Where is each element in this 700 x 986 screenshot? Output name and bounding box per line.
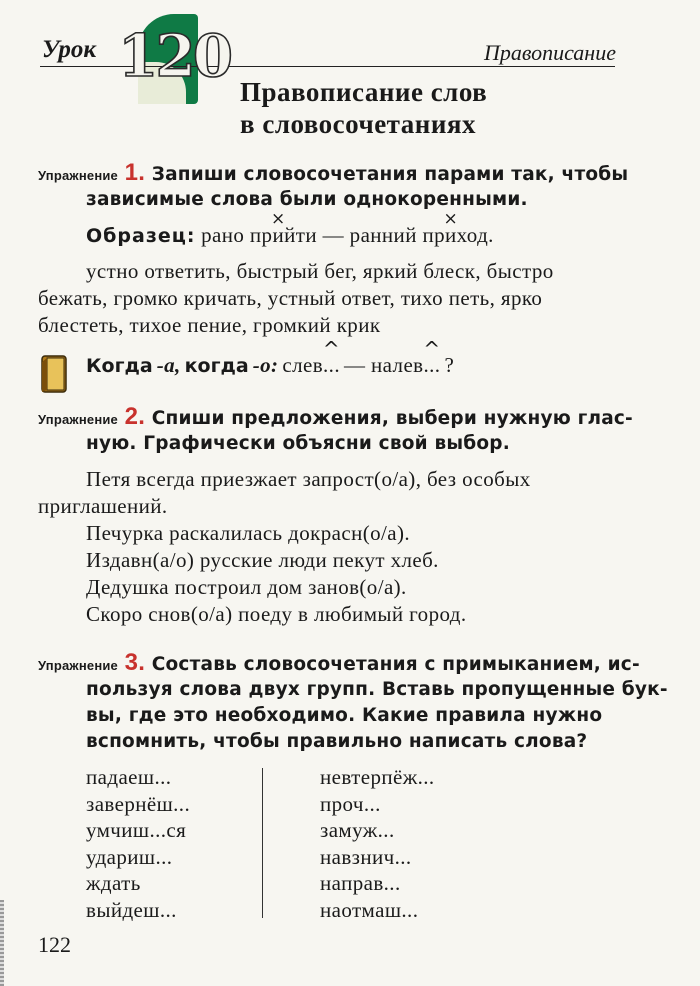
page-edge-strip bbox=[0, 900, 4, 986]
lesson-number: 120 bbox=[118, 22, 231, 90]
list-item: падаеш... bbox=[86, 765, 172, 789]
sample-stress-letter: × и bbox=[445, 223, 457, 247]
exercise-1-task-line-1: Запиши словосочетания парами так, чтобы bbox=[151, 164, 629, 185]
sample-part: ход. bbox=[456, 223, 494, 247]
exercise-label: Упражнение bbox=[38, 658, 118, 673]
list-item: невтерпёж... bbox=[320, 765, 435, 789]
exercise-2-line: Издавн(а/о) русские люди пекут хлеб. bbox=[86, 548, 439, 572]
exercise-number: 1. bbox=[124, 159, 146, 186]
exercise-1-text-line-2: бежать, громко кричать, устный ответ, тихо петь, ярко bbox=[38, 286, 543, 310]
rule-word: Когда bbox=[86, 355, 153, 377]
rule-blank: ^ ... bbox=[423, 352, 440, 379]
exercise-2-task-line-1: Спиши предложения, выбери нужную глас- bbox=[151, 408, 633, 429]
rule-line bbox=[86, 352, 454, 379]
exercise-2-line: Скоро снов(о/а) поеду в любимый город. bbox=[86, 602, 467, 626]
list-item: выйдеш... bbox=[86, 897, 177, 922]
list-item: завернёш... bbox=[86, 791, 191, 816]
word-group-right bbox=[320, 764, 435, 923]
exercise-2-line: Печурка раскалилась докрасн(о/а). bbox=[86, 521, 411, 545]
title-line-2: в словосочетаниях bbox=[240, 109, 476, 139]
list-item: удариш... bbox=[86, 844, 173, 869]
exercise-1-text-line-3: блестеть, тихое пение, громкий крик bbox=[38, 313, 381, 337]
lesson-word: Урок bbox=[42, 36, 97, 63]
exercise-2-line: приглашений. bbox=[38, 494, 168, 518]
exercise-3-task-line-4: вспомнить, чтобы правильно написать слова? bbox=[86, 731, 588, 752]
exercise-1-task bbox=[38, 160, 688, 188]
rule-word: когда bbox=[184, 355, 249, 377]
section-name: Правописание bbox=[483, 40, 616, 65]
exercise-label: Упражнение bbox=[38, 412, 118, 427]
sample-part: рано пр bbox=[201, 223, 273, 247]
rule-suffix-a: -а, bbox=[156, 353, 181, 377]
exercise-2-task-line-2: ную. Графически объясни свой выбор. bbox=[86, 433, 510, 454]
column-divider bbox=[262, 768, 263, 918]
exercise-label: Упражнение bbox=[38, 168, 118, 183]
book-icon bbox=[40, 352, 70, 394]
list-item: умчиш...ся bbox=[86, 818, 187, 842]
list-item: ждать bbox=[86, 871, 141, 895]
list-item: проч... bbox=[320, 791, 381, 816]
title-line-1: Правописание слов bbox=[240, 77, 488, 107]
list-item: навзнич... bbox=[320, 844, 412, 869]
rule-blank: ^ ... bbox=[323, 352, 340, 379]
list-item: замуж... bbox=[320, 818, 395, 842]
rule-suffix-o: -о: bbox=[252, 353, 279, 377]
list-item: наотмаш... bbox=[320, 897, 419, 922]
sample-part: йти — ранний пр bbox=[284, 223, 446, 247]
exercise-1-task-line-2: зависимые слова были однокоренными. bbox=[86, 189, 528, 210]
list-item: направ... bbox=[320, 871, 401, 895]
exercise-3-task-line-3: вы, где это необходимо. Какие правила нужно bbox=[86, 705, 603, 726]
exercise-3-task bbox=[38, 650, 688, 678]
rule-example: слев bbox=[282, 353, 324, 377]
exercise-1-text-line-1: устно ответить, быстрый бег, яркий блеск, быстро bbox=[86, 259, 554, 283]
word-group-left bbox=[86, 764, 190, 923]
sample-stress-letter: × и bbox=[272, 223, 284, 247]
rule-example: — налев bbox=[343, 353, 424, 377]
page-number: 122 bbox=[38, 932, 71, 957]
rule-question-mark: ? bbox=[444, 353, 455, 377]
sample-label: Образец: bbox=[86, 225, 196, 247]
exercise-3-task-line-2: пользуя слова двух групп. Вставь пропущенные бук- bbox=[86, 679, 668, 700]
page-title bbox=[240, 76, 487, 140]
exercise-1-sample bbox=[86, 222, 494, 250]
exercise-2-line: Петя всегда приезжает запрост(о/а), без особых bbox=[86, 467, 531, 491]
exercise-3-task-line-1: Составь словосочетания с примыканием, ис- bbox=[151, 654, 640, 675]
exercise-number: 3. bbox=[124, 649, 146, 676]
exercise-number: 2. bbox=[124, 403, 146, 430]
exercise-2-line: Дедушка построил дом занов(о/а). bbox=[86, 575, 407, 599]
exercise-2-task bbox=[38, 404, 688, 432]
